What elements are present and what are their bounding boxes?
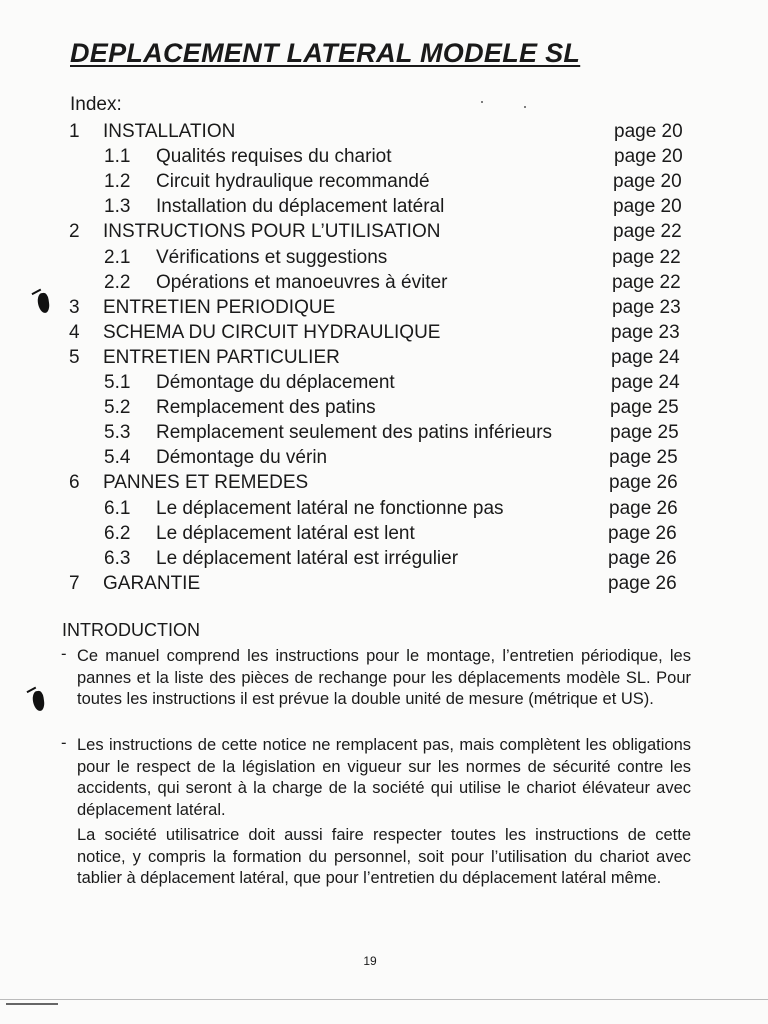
- toc-page: page 22: [612, 272, 681, 293]
- toc-page: page 24: [611, 347, 680, 368]
- toc-row: [0, 547, 768, 571]
- toc-page: page 26: [608, 573, 677, 594]
- intro-paragraph-1: Ce manuel comprend les instructions pour le montage, l’entretien périodique, les pannes et la liste des pièces de rechange pour les déplacements modèle SL. Pour toutes les instructions il est prévue la double unité de mesure (métrique et US).: [77, 647, 691, 709]
- toc-number: 2.1: [104, 247, 131, 268]
- toc-row: [0, 246, 768, 270]
- toc-row: [0, 296, 768, 320]
- toc-page: page 20: [614, 146, 683, 167]
- intro-paragraph-2: Les instructions de cette notice ne remplacent pas, mais complètent les obligations pour le respect de la législation en vigueur sur les normes de sécurité contre les accidents, qui seront à la charge de la société qui utilise le chariot élévateur avec déplacement latéral.: [77, 736, 691, 820]
- toc-number: 5: [69, 347, 80, 368]
- toc-row: [0, 471, 768, 495]
- toc-page: page 20: [614, 121, 683, 142]
- toc-page: page 26: [608, 548, 677, 569]
- toc-row: [0, 371, 768, 395]
- toc-row: [0, 446, 768, 470]
- toc-page: page 23: [611, 322, 680, 343]
- toc-page: page 22: [613, 221, 682, 242]
- toc-entry: INSTRUCTIONS POUR L’UTILISATION: [103, 221, 441, 242]
- list-dash: -: [61, 645, 67, 663]
- toc-number: 1.3: [104, 196, 131, 217]
- toc-number: 1.1: [104, 146, 131, 167]
- toc-page: page 23: [612, 297, 681, 318]
- toc-number: 6.1: [104, 498, 131, 519]
- toc-number: 1: [69, 121, 80, 142]
- toc-number: 7: [69, 573, 80, 594]
- toc-entry: SCHEMA DU CIRCUIT HYDRAULIQUE: [103, 322, 441, 343]
- toc-entry: Le déplacement latéral est lent: [156, 523, 415, 544]
- toc-page: page 22: [612, 247, 681, 268]
- toc-row: [0, 421, 768, 445]
- toc-row: [0, 346, 768, 370]
- toc-number: 5.1: [104, 372, 131, 393]
- toc-entry: ENTRETIEN PERIODIQUE: [103, 297, 336, 318]
- toc-row: [0, 572, 768, 596]
- toc-row: [0, 497, 768, 521]
- toc-entry: Opérations et manoeuvres à éviter: [156, 272, 448, 293]
- toc-row: [0, 220, 768, 244]
- toc-entry: PANNES ET REMEDES: [103, 472, 309, 493]
- toc-row: [0, 145, 768, 169]
- toc-entry: ENTRETIEN PARTICULIER: [103, 347, 340, 368]
- toc-number: 1.2: [104, 171, 131, 192]
- toc-row: [0, 170, 768, 194]
- intro-paragraph-3: La société utilisatrice doit aussi faire respecter toutes les instructions de cette notice, y compris la formation du personnel, soit pour l’utilisation du chariot avec tablier à déplacement latéral, que pour l’entretien du déplacement latéral même.: [77, 826, 691, 888]
- toc-page: page 20: [613, 196, 682, 217]
- toc-page: page 26: [609, 498, 678, 519]
- toc-number: 5.3: [104, 422, 131, 443]
- toc-entry: Remplacement seulement des patins inférieurs: [156, 422, 553, 443]
- page-title: DEPLACEMENT LATERAL MODELE SL: [70, 38, 581, 68]
- toc-number: 2: [69, 221, 80, 242]
- toc-entry: Qualités requises du chariot: [156, 146, 392, 167]
- page-number: 19: [363, 954, 377, 968]
- toc-row: [0, 195, 768, 219]
- toc-number: 4: [69, 322, 80, 343]
- toc-row: [0, 396, 768, 420]
- introduction-heading: INTRODUCTION: [62, 620, 200, 640]
- toc-row: [0, 321, 768, 345]
- list-dash: -: [61, 734, 67, 752]
- toc-entry: Remplacement des patins: [156, 397, 376, 418]
- toc-number: 6: [69, 472, 80, 493]
- toc-number: 5.2: [104, 397, 131, 418]
- scan-speck: [524, 106, 526, 108]
- toc-entry: Circuit hydraulique recommandé: [156, 171, 430, 192]
- toc-entry: Démontage du déplacement: [156, 372, 395, 393]
- toc-entry: Le déplacement latéral est irrégulier: [156, 548, 459, 569]
- toc-row: [0, 120, 768, 144]
- toc-entry: INSTALLATION: [103, 121, 236, 142]
- toc-row: [0, 522, 768, 546]
- toc-entry: Vérifications et suggestions: [156, 247, 388, 268]
- toc-page: page 26: [609, 472, 678, 493]
- scan-edge-mark: [6, 1003, 58, 1005]
- toc-page: page 26: [608, 523, 677, 544]
- toc-number: 6.2: [104, 523, 131, 544]
- toc-number: 3: [69, 297, 80, 318]
- scan-speck: [481, 101, 483, 103]
- toc-row: [0, 271, 768, 295]
- toc-number: 5.4: [104, 447, 131, 468]
- toc-number: 2.2: [104, 272, 131, 293]
- toc-entry: Installation du déplacement latéral: [156, 196, 445, 217]
- toc-page: page 20: [613, 171, 682, 192]
- toc-entry: GARANTIE: [103, 573, 201, 594]
- toc-entry: Démontage du vérin: [156, 447, 328, 468]
- toc-entry: Le déplacement latéral ne fonctionne pas: [156, 498, 504, 519]
- scan-edge: [0, 999, 768, 1000]
- toc-page: page 25: [610, 422, 679, 443]
- toc-page: page 25: [610, 397, 679, 418]
- toc-number: 6.3: [104, 548, 131, 569]
- index-label: Index:: [70, 94, 122, 115]
- toc-page: page 24: [611, 372, 680, 393]
- toc-page: page 25: [609, 447, 678, 468]
